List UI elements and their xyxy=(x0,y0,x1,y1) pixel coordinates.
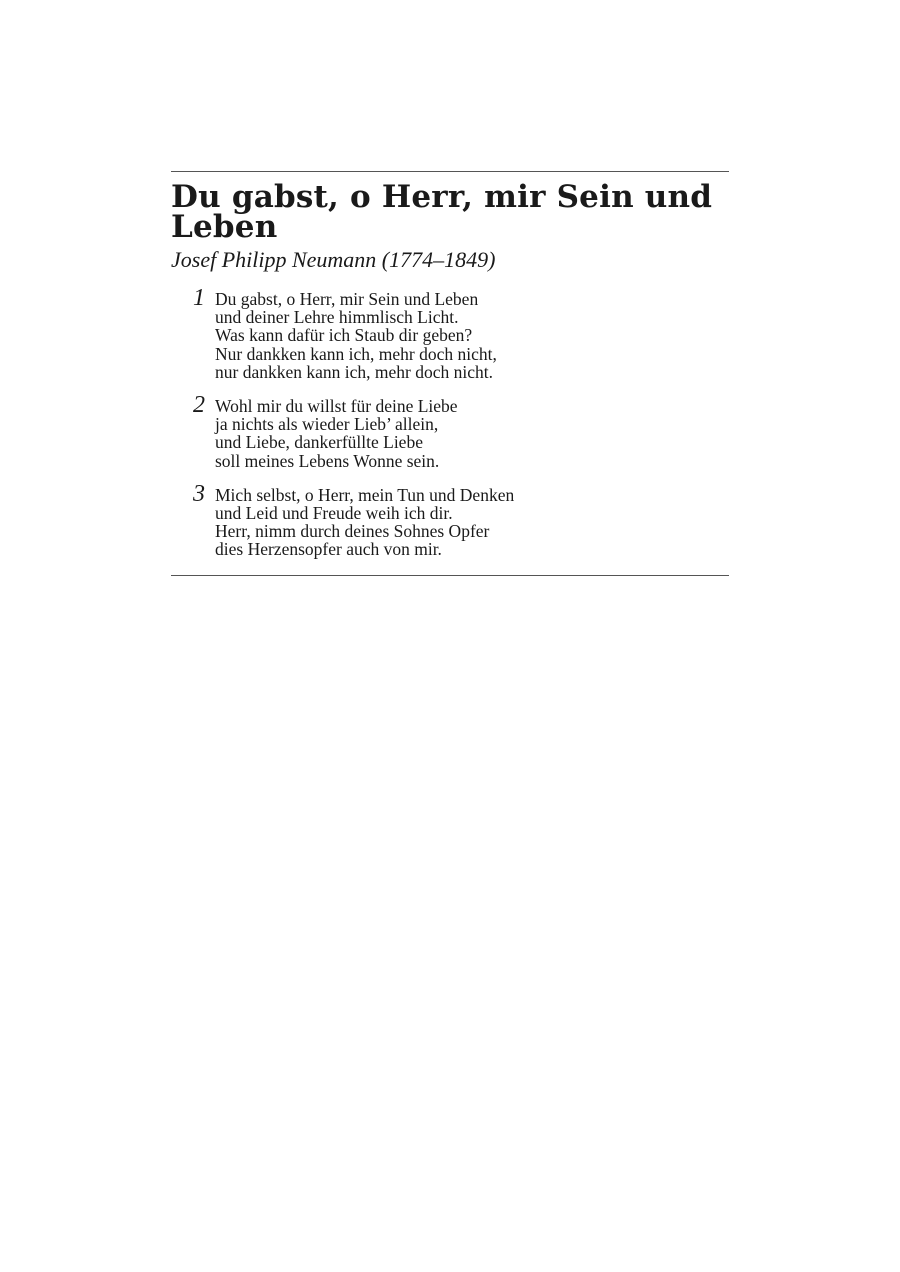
verse-line: soll meines Lebens Wonne sein. xyxy=(215,450,440,471)
verse-line: nur dankken kann ich, mehr doch nicht. xyxy=(215,361,493,382)
top-rule xyxy=(171,171,729,172)
verse-number: 1 xyxy=(193,285,205,311)
verse-line: und Leid und Freude weih ich dir. xyxy=(215,503,453,524)
hymn-author: Josef Philipp Neumann (1774–1849) xyxy=(171,247,496,272)
verse-line: Nur dankken kann ich, mehr doch nicht, xyxy=(215,343,497,364)
verse-line: Wohl mir du willst für deine Liebe xyxy=(215,396,458,417)
bottom-rule xyxy=(171,575,729,576)
verse-line: Mich selbst, o Herr, mein Tun und Denken xyxy=(215,484,515,505)
verse-line: Was kann dafür ich Staub dir geben? xyxy=(215,325,473,346)
verse-line: und Liebe, dankerfüllte Liebe xyxy=(215,432,423,453)
verse-list xyxy=(171,285,729,560)
verse-2 xyxy=(171,392,729,471)
verse-line: Herr, nimm durch deines Sohnes Opfer xyxy=(215,521,490,542)
hymn-title: Du gabst, o Herr, mir Sein und Leben xyxy=(171,179,713,245)
verse-1 xyxy=(171,285,729,382)
verse-line: und deiner Lehre himmlisch Licht. xyxy=(215,307,459,328)
verse-3 xyxy=(171,480,729,560)
verse-line: ja nichts als wieder Lieb’ allein, xyxy=(215,414,439,435)
verse-number: 2 xyxy=(193,392,205,419)
hymn-block xyxy=(171,171,729,576)
verse-number: 3 xyxy=(193,480,205,507)
verse-line: Du gabst, o Herr, mir Sein und Leben xyxy=(215,289,479,309)
verse-line: dies Herzensopfer auch von mir. xyxy=(215,539,442,560)
